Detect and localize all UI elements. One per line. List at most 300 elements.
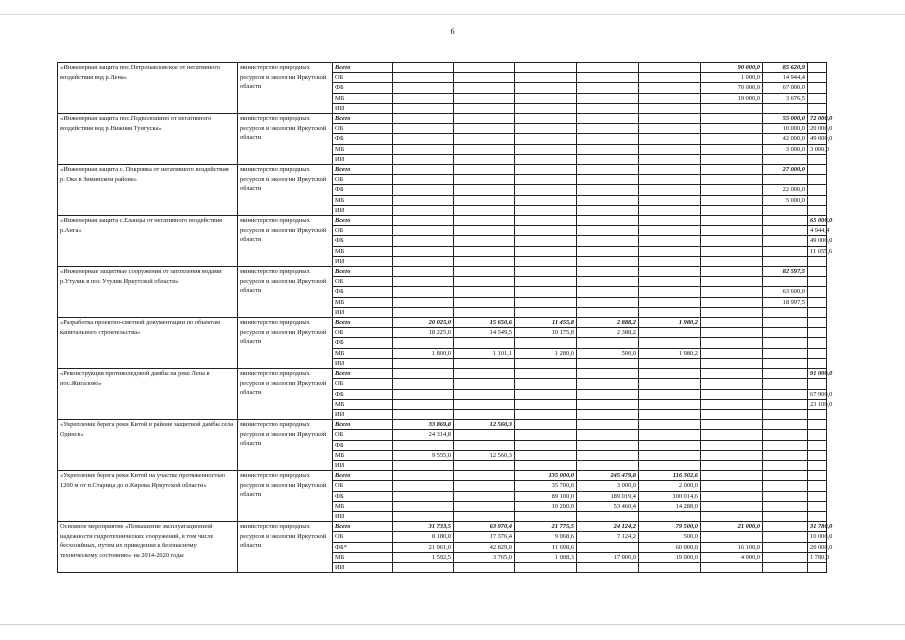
- funding-source: Всего: [333, 471, 393, 481]
- amount-cell: 21 961,0: [393, 542, 454, 552]
- amount-cell: [639, 511, 701, 521]
- amount-cell: [763, 369, 808, 379]
- amount-cell: [701, 440, 763, 450]
- amount-cell: [639, 358, 701, 368]
- amount-cell: 14 944,4: [763, 73, 808, 83]
- amount-cell: [393, 287, 454, 297]
- amount-cell: [393, 63, 454, 73]
- amount-cell: [393, 154, 454, 164]
- funding-source: ФБ: [333, 389, 393, 399]
- funding-source: ОБ: [333, 73, 393, 83]
- amount-cell: [808, 205, 827, 215]
- amount-cell: [515, 246, 577, 256]
- amount-cell: [763, 389, 808, 399]
- amount-cell: [763, 277, 808, 287]
- funding-source: ИИ: [333, 511, 393, 521]
- amount-cell: [577, 256, 639, 266]
- amount-cell: 22 000,0: [763, 185, 808, 195]
- amount-cell: [808, 185, 827, 195]
- amount-cell: [454, 114, 515, 124]
- measure-name: «Инженерные защитные сооружения от затопления водами р.Утулик в пос Утулик Иркутской области»: [58, 267, 238, 318]
- funding-source: ИИ: [333, 562, 393, 572]
- amount-cell: [393, 165, 454, 175]
- funding-source: Всего: [333, 267, 393, 277]
- funding-source: ОБ: [333, 481, 393, 491]
- table-row: [58, 165, 827, 175]
- amount-cell: 3 000,0: [577, 481, 639, 491]
- amount-cell: [577, 236, 639, 246]
- amount-cell: [701, 420, 763, 430]
- amount-cell: [393, 226, 454, 236]
- amount-cell: [454, 501, 515, 511]
- amount-cell: [454, 430, 515, 440]
- amount-cell: [701, 154, 763, 164]
- amount-cell: 12 560,3: [454, 450, 515, 460]
- responsible-executor: министерство природных ресурсов и экологии Иркутской области: [238, 471, 333, 522]
- amount-cell: [808, 175, 827, 185]
- amount-cell: [639, 460, 701, 470]
- amount-cell: [808, 420, 827, 430]
- amount-cell: [808, 307, 827, 317]
- amount-cell: [701, 318, 763, 328]
- amount-cell: [515, 277, 577, 287]
- amount-cell: [808, 430, 827, 440]
- amount-cell: [808, 491, 827, 501]
- amount-cell: [515, 73, 577, 83]
- amount-cell: [639, 63, 701, 73]
- amount-cell: [808, 165, 827, 175]
- funding-source: ОБ: [333, 379, 393, 389]
- amount-cell: [639, 297, 701, 307]
- measure-name: «Инженерная защита пос.Петропавловское от негативного воздействия вод р.Лена»: [58, 63, 238, 114]
- amount-cell: [515, 297, 577, 307]
- funding-source: ОБ: [333, 124, 393, 134]
- amount-cell: [763, 501, 808, 511]
- amount-cell: [701, 328, 763, 338]
- measure-name: «Разработка проектно-сметной документации по объектам капитального строительства»: [58, 318, 238, 369]
- amount-cell: [639, 165, 701, 175]
- amount-cell: [393, 409, 454, 419]
- amount-cell: [639, 430, 701, 440]
- amount-cell: [577, 399, 639, 409]
- amount-cell: [454, 491, 515, 501]
- amount-cell: 67 900,0: [808, 389, 827, 399]
- amount-cell: [454, 379, 515, 389]
- funding-source: МБ: [333, 348, 393, 358]
- amount-cell: [808, 277, 827, 287]
- amount-cell: 18 997,5: [763, 297, 808, 307]
- amount-cell: [639, 440, 701, 450]
- amount-cell: 49 000,0: [808, 134, 827, 144]
- amount-cell: 11 455,8: [515, 318, 577, 328]
- amount-cell: 35 700,0: [515, 481, 577, 491]
- amount-cell: 67 000,0: [763, 83, 808, 93]
- funding-source: МБ: [333, 399, 393, 409]
- amount-cell: 2 388,2: [577, 328, 639, 338]
- amount-cell: 90 000,0: [701, 63, 763, 73]
- amount-cell: [639, 154, 701, 164]
- amount-cell: [577, 297, 639, 307]
- funding-source: ОБ: [333, 532, 393, 542]
- amount-cell: 19 000,0: [701, 93, 763, 103]
- amount-cell: [393, 256, 454, 266]
- responsible-executor: министерство природных ресурсов и экологии Иркутской области: [238, 216, 333, 267]
- amount-cell: [454, 73, 515, 83]
- amount-cell: 20 000,0: [808, 542, 827, 552]
- amount-cell: [515, 440, 577, 450]
- funding-table: [57, 62, 833, 573]
- amount-cell: [701, 491, 763, 501]
- amount-cell: [639, 409, 701, 419]
- funding-source: Всего: [333, 369, 393, 379]
- amount-cell: [763, 379, 808, 389]
- amount-cell: [577, 287, 639, 297]
- amount-cell: [577, 134, 639, 144]
- amount-cell: [454, 175, 515, 185]
- amount-cell: [393, 216, 454, 226]
- amount-cell: [454, 93, 515, 103]
- amount-cell: [393, 103, 454, 113]
- measure-name: «Инженерная защита с.Еланцы от негативного воздействия р.Анга»: [58, 216, 238, 267]
- amount-cell: [577, 205, 639, 215]
- amount-cell: [639, 144, 701, 154]
- amount-cell: [577, 277, 639, 287]
- amount-cell: [763, 440, 808, 450]
- amount-cell: [701, 338, 763, 348]
- amount-cell: [763, 236, 808, 246]
- amount-cell: [577, 185, 639, 195]
- amount-cell: [639, 134, 701, 144]
- amount-cell: [577, 83, 639, 93]
- amount-cell: [515, 511, 577, 521]
- amount-cell: 1 980,2: [639, 348, 701, 358]
- amount-cell: [515, 103, 577, 113]
- amount-cell: [454, 134, 515, 144]
- amount-cell: [515, 460, 577, 470]
- amount-cell: [808, 409, 827, 419]
- funding-source: ИИ: [333, 409, 393, 419]
- amount-cell: [515, 134, 577, 144]
- funding-source: Всего: [333, 165, 393, 175]
- table-row: [58, 369, 827, 379]
- amount-cell: [763, 491, 808, 501]
- amount-cell: [639, 277, 701, 287]
- amount-cell: [808, 297, 827, 307]
- amount-cell: [763, 450, 808, 460]
- amount-cell: [639, 236, 701, 246]
- amount-cell: [701, 501, 763, 511]
- funding-source: МБ: [333, 450, 393, 460]
- amount-cell: [454, 399, 515, 409]
- amount-cell: [577, 460, 639, 470]
- funding-source: МБ: [333, 144, 393, 154]
- amount-cell: 89 100,0: [515, 491, 577, 501]
- amount-cell: [577, 124, 639, 134]
- amount-cell: [701, 256, 763, 266]
- amount-cell: [639, 175, 701, 185]
- amount-cell: [393, 338, 454, 348]
- amount-cell: [701, 236, 763, 246]
- amount-cell: [701, 246, 763, 256]
- responsible-executor: министерство природных ресурсов и экологии Иркутской области: [238, 63, 333, 114]
- amount-cell: 60 000,0: [639, 542, 701, 552]
- amount-cell: [701, 195, 763, 205]
- amount-cell: [701, 379, 763, 389]
- amount-cell: [515, 430, 577, 440]
- amount-cell: [454, 103, 515, 113]
- funding-source: ФБ: [333, 287, 393, 297]
- amount-cell: [639, 287, 701, 297]
- amount-cell: [763, 511, 808, 521]
- amount-cell: [701, 175, 763, 185]
- amount-cell: [454, 246, 515, 256]
- amount-cell: [639, 216, 701, 226]
- amount-cell: [577, 450, 639, 460]
- amount-cell: [515, 409, 577, 419]
- amount-cell: [701, 399, 763, 409]
- funding-source: ФБ: [333, 83, 393, 93]
- amount-cell: [763, 348, 808, 358]
- funding-source: ИИ: [333, 307, 393, 317]
- amount-cell: 42 829,0: [454, 542, 515, 552]
- amount-cell: 27 000,0: [763, 165, 808, 175]
- funding-source: Всего: [333, 420, 393, 430]
- amount-cell: [515, 369, 577, 379]
- amount-cell: [763, 318, 808, 328]
- funding-source: МБ: [333, 552, 393, 562]
- amount-cell: [763, 154, 808, 164]
- amount-cell: [639, 267, 701, 277]
- amount-cell: [577, 409, 639, 419]
- funding-source: МБ: [333, 297, 393, 307]
- amount-cell: [639, 338, 701, 348]
- amount-cell: [577, 114, 639, 124]
- amount-cell: [639, 307, 701, 317]
- amount-cell: 82 597,5: [763, 267, 808, 277]
- amount-cell: [639, 103, 701, 113]
- amount-cell: 1 101,1: [454, 348, 515, 358]
- amount-cell: 53 460,4: [577, 501, 639, 511]
- amount-cell: [577, 165, 639, 175]
- amount-cell: 1 000,0: [701, 73, 763, 83]
- amount-cell: 91 000,0: [808, 369, 827, 379]
- amount-cell: [515, 562, 577, 572]
- amount-cell: [454, 471, 515, 481]
- amount-cell: [515, 165, 577, 175]
- amount-cell: [763, 420, 808, 430]
- amount-cell: 2 000,0: [639, 481, 701, 491]
- amount-cell: [454, 185, 515, 195]
- amount-cell: [393, 124, 454, 134]
- amount-cell: [808, 103, 827, 113]
- responsible-executor: министерство природных ресурсов и экологии Иркутской области: [238, 420, 333, 471]
- amount-cell: 1 780,0: [808, 552, 827, 562]
- amount-cell: [701, 134, 763, 144]
- amount-cell: [454, 297, 515, 307]
- amount-cell: [808, 63, 827, 73]
- amount-cell: [393, 236, 454, 246]
- amount-cell: [515, 399, 577, 409]
- page-edge-top: [0, 14, 905, 15]
- amount-cell: 21 775,5: [515, 522, 577, 532]
- amount-cell: [577, 73, 639, 83]
- amount-cell: [701, 277, 763, 287]
- amount-cell: [763, 430, 808, 440]
- amount-cell: [701, 430, 763, 440]
- amount-cell: [454, 226, 515, 236]
- amount-cell: [701, 307, 763, 317]
- amount-cell: [454, 144, 515, 154]
- amount-cell: [515, 379, 577, 389]
- amount-cell: [763, 522, 808, 532]
- amount-cell: 2 888,2: [577, 318, 639, 328]
- amount-cell: [639, 73, 701, 83]
- amount-cell: [701, 103, 763, 113]
- amount-cell: [515, 338, 577, 348]
- amount-cell: [577, 511, 639, 521]
- amount-cell: [763, 246, 808, 256]
- amount-cell: [808, 338, 827, 348]
- amount-cell: [515, 124, 577, 134]
- amount-cell: [808, 450, 827, 460]
- page-edge-bottom: [0, 624, 905, 625]
- amount-cell: 79 500,0: [639, 522, 701, 532]
- amount-cell: [808, 73, 827, 83]
- amount-cell: 10 175,8: [515, 328, 577, 338]
- amount-cell: [701, 124, 763, 134]
- amount-cell: [515, 154, 577, 164]
- amount-cell: [454, 216, 515, 226]
- amount-cell: [808, 562, 827, 572]
- amount-cell: [577, 63, 639, 73]
- amount-cell: [763, 399, 808, 409]
- amount-cell: [454, 389, 515, 399]
- amount-cell: [808, 511, 827, 521]
- amount-cell: 18 225,0: [393, 328, 454, 338]
- amount-cell: [577, 420, 639, 430]
- funding-source: ФБ: [333, 338, 393, 348]
- amount-cell: [701, 369, 763, 379]
- amount-cell: [701, 532, 763, 542]
- amount-cell: 21 000,0: [701, 522, 763, 532]
- amount-cell: [393, 440, 454, 450]
- amount-cell: [639, 185, 701, 195]
- amount-cell: [393, 267, 454, 277]
- funding-source: ИИ: [333, 154, 393, 164]
- amount-cell: [393, 399, 454, 409]
- amount-cell: [639, 379, 701, 389]
- table-row: [58, 318, 827, 328]
- funding-source: МБ: [333, 93, 393, 103]
- funding-source: Всего: [333, 318, 393, 328]
- funding-source: ИИ: [333, 205, 393, 215]
- funding-source: ФБ*: [333, 542, 393, 552]
- amount-cell: [515, 226, 577, 236]
- amount-cell: 116 302,6: [639, 471, 701, 481]
- amount-cell: [701, 114, 763, 124]
- amount-cell: [515, 287, 577, 297]
- amount-cell: [515, 420, 577, 430]
- amount-cell: [763, 256, 808, 266]
- amount-cell: 11 055,6: [808, 246, 827, 256]
- amount-cell: [454, 481, 515, 491]
- amount-cell: [577, 307, 639, 317]
- amount-cell: [454, 83, 515, 93]
- amount-cell: [701, 267, 763, 277]
- amount-cell: [701, 481, 763, 491]
- amount-cell: [577, 267, 639, 277]
- amount-cell: 10 000,0: [763, 124, 808, 134]
- funding-source: Всего: [333, 114, 393, 124]
- amount-cell: 65 000,0: [808, 216, 827, 226]
- funding-source: ФБ: [333, 134, 393, 144]
- table-row: [58, 267, 827, 277]
- amount-cell: [701, 205, 763, 215]
- amount-cell: [808, 379, 827, 389]
- amount-cell: [515, 236, 577, 246]
- amount-cell: [808, 348, 827, 358]
- amount-cell: [808, 440, 827, 450]
- funding-source: ФБ: [333, 236, 393, 246]
- amount-cell: [808, 267, 827, 277]
- amount-cell: [454, 369, 515, 379]
- amount-cell: [454, 205, 515, 215]
- amount-cell: [639, 205, 701, 215]
- amount-cell: 49 000,0: [808, 236, 827, 246]
- amount-cell: [639, 562, 701, 572]
- amount-cell: 5 000,0: [763, 195, 808, 205]
- funding-source: ИИ: [333, 103, 393, 113]
- amount-cell: [577, 338, 639, 348]
- amount-cell: 20 025,0: [393, 318, 454, 328]
- amount-cell: 4 944,4: [808, 226, 827, 236]
- amount-cell: [808, 256, 827, 266]
- amount-cell: [701, 389, 763, 399]
- amount-cell: [515, 185, 577, 195]
- amount-cell: [515, 256, 577, 266]
- amount-cell: [515, 205, 577, 215]
- amount-cell: [515, 114, 577, 124]
- amount-cell: 189 019,4: [577, 491, 639, 501]
- amount-cell: [454, 63, 515, 73]
- amount-cell: 3 000,0: [763, 144, 808, 154]
- funding-source: ИИ: [333, 358, 393, 368]
- amount-cell: [808, 195, 827, 205]
- funding-source: ИИ: [333, 256, 393, 266]
- amount-cell: [393, 471, 454, 481]
- amount-cell: [454, 267, 515, 277]
- amount-cell: [808, 460, 827, 470]
- measure-name: «Инженерная защита пос.Подволошино от негативного воздействия вод р.Нижняя Тунгуска»: [58, 114, 238, 165]
- amount-cell: 11 698,6: [515, 542, 577, 552]
- amount-cell: [454, 511, 515, 521]
- amount-cell: 7 124,2: [577, 532, 639, 542]
- funding-source: ФБ: [333, 491, 393, 501]
- amount-cell: [454, 307, 515, 317]
- amount-cell: [393, 93, 454, 103]
- amount-cell: 20 000,0: [808, 124, 827, 134]
- responsible-executor: министерство природных ресурсов и экологии Иркутской области: [238, 369, 333, 420]
- amount-cell: 16 100,0: [701, 542, 763, 552]
- amount-cell: [393, 175, 454, 185]
- table-row: [58, 522, 827, 532]
- funding-source: Всего: [333, 63, 393, 73]
- amount-cell: [577, 93, 639, 103]
- amount-cell: [639, 246, 701, 256]
- amount-cell: 8 180,0: [393, 532, 454, 542]
- measure-name: «Укрепление берега реки Китой в районе защитной дамбы села Одинск»: [58, 420, 238, 471]
- amount-cell: [393, 195, 454, 205]
